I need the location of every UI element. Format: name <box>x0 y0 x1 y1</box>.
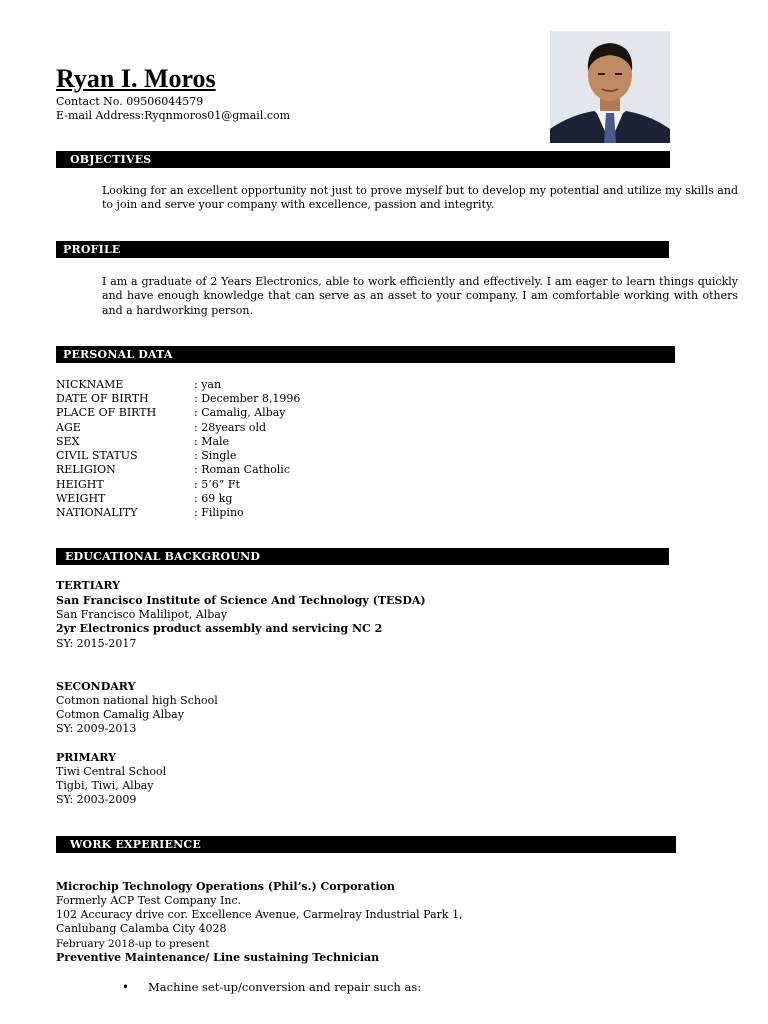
applicant-name: Ryan I. Moros <box>56 64 216 93</box>
objectives-heading-bar <box>56 151 670 168</box>
objectives-text: Looking for an excellent opportunity not just to prove myself but to develop my potential and utilize my skills and to join and serve your company with excellence, passion and integrity. <box>102 184 738 212</box>
pd-label: CIVIL STATUS <box>56 449 138 462</box>
work-heading: WORK EXPERIENCE <box>70 838 201 851</box>
secondary-address: Cotmon Camalig Albay <box>56 708 184 721</box>
objectives-heading: OBJECTIVES <box>70 153 152 166</box>
personal-data-row <box>56 478 240 492</box>
personal-data-row <box>56 492 232 506</box>
primary-address: Tigbi, Tiwi, Albay <box>56 779 154 792</box>
pd-value: : Roman Catholic <box>194 463 290 476</box>
personal-data-row <box>56 406 286 420</box>
pd-label: RELIGION <box>56 463 116 476</box>
pd-label: NATIONALITY <box>56 506 138 519</box>
pd-value: : Camalig, Albay <box>194 406 286 419</box>
tertiary-sy: SY: 2015-2017 <box>56 637 137 650</box>
personal-data-heading-bar <box>56 346 675 363</box>
primary-sy: SY: 2003-2009 <box>56 793 137 806</box>
applicant-photo <box>550 31 670 143</box>
work-position: Preventive Maintenance/ Line sustaining Technician <box>56 951 380 964</box>
pd-label: AGE <box>56 421 81 434</box>
pd-value: : Filipino <box>194 506 244 519</box>
work-period: February 2018-up to present <box>56 938 210 950</box>
pd-value: : Male <box>194 435 230 448</box>
pd-value: : Single <box>194 449 237 462</box>
secondary-level: SECONDARY <box>56 680 136 693</box>
work-formerly: Formerly ACP Test Company Inc. <box>56 894 242 907</box>
work-address-line-2: Canlubang Calamba City 4028 <box>56 922 227 935</box>
secondary-school: Cotmon national high School <box>56 694 218 707</box>
work-bullet-text: Machine set-up/conversion and repair such as: <box>148 980 422 994</box>
personal-data-row <box>56 378 221 392</box>
contact-number: Contact No. 09506044579 <box>56 95 204 108</box>
work-company: Microchip Technology Operations (Phil’s.) Corporation <box>56 880 395 893</box>
tertiary-school: San Francisco Institute of Science And Technology (TESDA) <box>56 594 426 607</box>
pd-label: WEIGHT <box>56 492 106 505</box>
tertiary-course: 2yr Electronics product assembly and servicing NC 2 <box>56 622 383 635</box>
personal-data-heading: PERSONAL DATA <box>63 348 173 361</box>
education-heading: EDUCATIONAL BACKGROUND <box>65 550 261 563</box>
pd-value: : 28years old <box>194 421 267 434</box>
education-heading-bar <box>56 548 669 565</box>
pd-value: : yan <box>194 378 222 391</box>
pd-label: SEX <box>56 435 80 448</box>
work-address-line-1: 102 Accuracy drive cor. Excellence Avenue, Carmelray Industrial Park 1, <box>56 908 463 921</box>
pd-label: HEIGHT <box>56 478 104 491</box>
personal-data-row <box>56 449 236 463</box>
personal-data-row <box>56 435 229 449</box>
primary-level: PRIMARY <box>56 751 116 764</box>
pd-label: DATE OF BIRTH <box>56 392 149 405</box>
personal-data-row <box>56 463 290 477</box>
work-heading-bar <box>56 836 676 853</box>
profile-heading: PROFILE <box>63 243 121 256</box>
primary-school: Tiwi Central School <box>56 765 167 778</box>
pd-value: : 69 kg <box>194 492 233 505</box>
profile-text: I am a graduate of 2 Years Electronics, able to work efficiently and effectively. I am eager to learn things quickly and have enough knowledge that can serve as an asset to your company. I am comfortable working with others and a hardworking person. <box>102 275 738 317</box>
bullet-icon: • <box>122 980 130 994</box>
pd-value: : 5’6” Ft <box>194 478 240 491</box>
secondary-sy: SY: 2009-2013 <box>56 722 137 735</box>
work-bullet-item <box>122 980 421 994</box>
tertiary-level: TERTIARY <box>56 579 121 592</box>
profile-heading-bar <box>56 241 669 258</box>
personal-data-row <box>56 392 300 406</box>
personal-data-row <box>56 421 266 435</box>
pd-value: : December 8,1996 <box>194 392 301 405</box>
pd-label: PLACE OF BIRTH <box>56 406 157 419</box>
pd-label: NICKNAME <box>56 378 124 391</box>
tertiary-address: San Francisco Malilipot, Albay <box>56 608 228 621</box>
personal-data-row <box>56 506 244 520</box>
email-address: E-mail Address:Ryqnmoros01@gmail.com <box>56 109 291 122</box>
